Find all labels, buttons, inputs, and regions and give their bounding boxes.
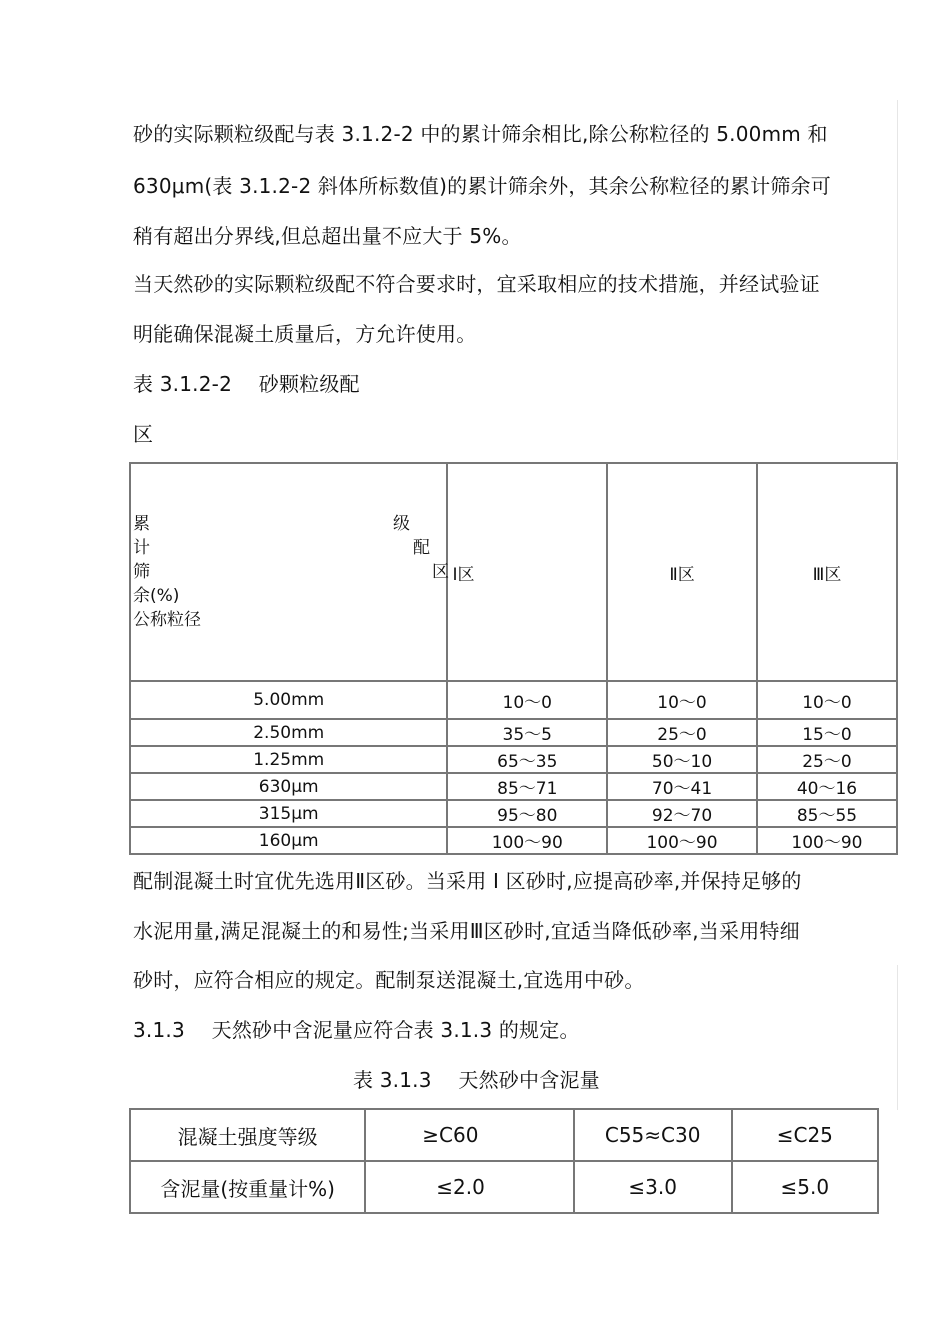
zone-header: Ⅰ区 [447, 463, 607, 681]
paragraph-line: 稍有超出分界线,但总超出量不应大于 5%。 [133, 224, 522, 248]
edge-line [897, 965, 898, 1110]
mud-content-table [129, 1108, 879, 1214]
paragraph-line: 明能确保混凝土质量后，方允许使用。 [133, 322, 477, 346]
paragraph-line: 当天然砂的实际颗粒级配不符合要求时，宜采取相应的技术措施，并经试验证 [133, 272, 820, 296]
paragraph-line: 630μm(表 3.1.2-2 斜体所标数值)的累计筛余外，其余公称粒径的累计筛余可 [133, 174, 831, 198]
paragraph-line: 砂时，应符合相应的规定。配制泵送混凝土,宜选用中砂。 [133, 968, 645, 992]
value-cell: 15～0 [757, 719, 897, 746]
header-text: 公称粒径 [133, 610, 201, 630]
table-row [130, 746, 897, 773]
value-cell: ≤2.0 [365, 1161, 573, 1213]
value-cell: 40～16 [757, 773, 897, 800]
value-cell: 85～71 [447, 773, 607, 800]
edge-line [897, 100, 898, 460]
value-cell: 25～0 [757, 746, 897, 773]
header-text: 配 [413, 538, 430, 558]
section-heading: 3.1.3 天然砂中含泥量应符合表 3.1.3 的规定。 [133, 1018, 580, 1042]
value-cell: 100～90 [607, 827, 757, 854]
header-cell: ≥C60 [365, 1109, 573, 1161]
table-row [130, 800, 897, 827]
zone-header: Ⅱ区 [607, 463, 757, 681]
table-caption: 表 3.1.2-2 砂颗粒级配 [133, 372, 360, 396]
header-text: 级 [393, 514, 410, 534]
table-header-row [130, 463, 897, 681]
table-row [130, 719, 897, 746]
value-cell: 25～0 [607, 719, 757, 746]
size-cell: 160μm [130, 827, 447, 854]
zone-header: Ⅲ区 [757, 463, 897, 681]
value-cell: 95～80 [447, 800, 607, 827]
size-cell: 1.25mm [130, 746, 447, 773]
table-caption-continued: 区 [133, 422, 154, 446]
value-cell: 10～0 [607, 681, 757, 719]
value-cell: 92～70 [607, 800, 757, 827]
size-cell: 2.50mm [130, 719, 447, 746]
header-text: 筛 [133, 562, 150, 582]
value-cell: 10～0 [447, 681, 607, 719]
value-cell: ≤3.0 [574, 1161, 732, 1213]
value-cell: 10～0 [757, 681, 897, 719]
size-cell: 5.00mm [130, 681, 447, 719]
header-text: 累 [133, 514, 150, 534]
label-cell: 含泥量(按重量计%) [130, 1161, 365, 1213]
table-row [130, 827, 897, 854]
diagonal-header-cell [130, 463, 447, 681]
size-cell: 630μm [130, 773, 447, 800]
value-cell: 70～41 [607, 773, 757, 800]
grading-table [129, 462, 898, 855]
paragraph-line: 配制混凝土时宜优先选用Ⅱ区砂。当采用 Ⅰ 区砂时,应提高砂率,并保持足够的 [133, 869, 802, 893]
header-cell: C55≈C30 [574, 1109, 732, 1161]
paragraph-line: 砂的实际颗粒级配与表 3.1.2-2 中的累计筛余相比,除公称粒径的 5.00mm 和 [133, 122, 828, 146]
table-row [130, 681, 897, 719]
value-cell: 85～55 [757, 800, 897, 827]
value-cell: ≤5.0 [732, 1161, 878, 1213]
header-text: 区 [432, 562, 449, 582]
header-cell: ≤C25 [732, 1109, 878, 1161]
value-cell: 65～35 [447, 746, 607, 773]
table-row [130, 1161, 878, 1213]
value-cell: 100～90 [447, 827, 607, 854]
value-cell: 50～10 [607, 746, 757, 773]
size-cell: 315μm [130, 800, 447, 827]
value-cell: 100～90 [757, 827, 897, 854]
header-text: 余(%) [133, 586, 180, 606]
table-row [130, 773, 897, 800]
table-header-row [130, 1109, 878, 1161]
value-cell: 35～5 [447, 719, 607, 746]
table-caption: 表 3.1.3 天然砂中含泥量 [353, 1068, 600, 1092]
header-cell: 混凝土强度等级 [130, 1109, 365, 1161]
header-text: 计 [133, 538, 150, 558]
paragraph-line: 水泥用量,满足混凝土的和易性;当采用Ⅲ区砂时,宜适当降低砂率,当采用特细 [133, 919, 800, 943]
